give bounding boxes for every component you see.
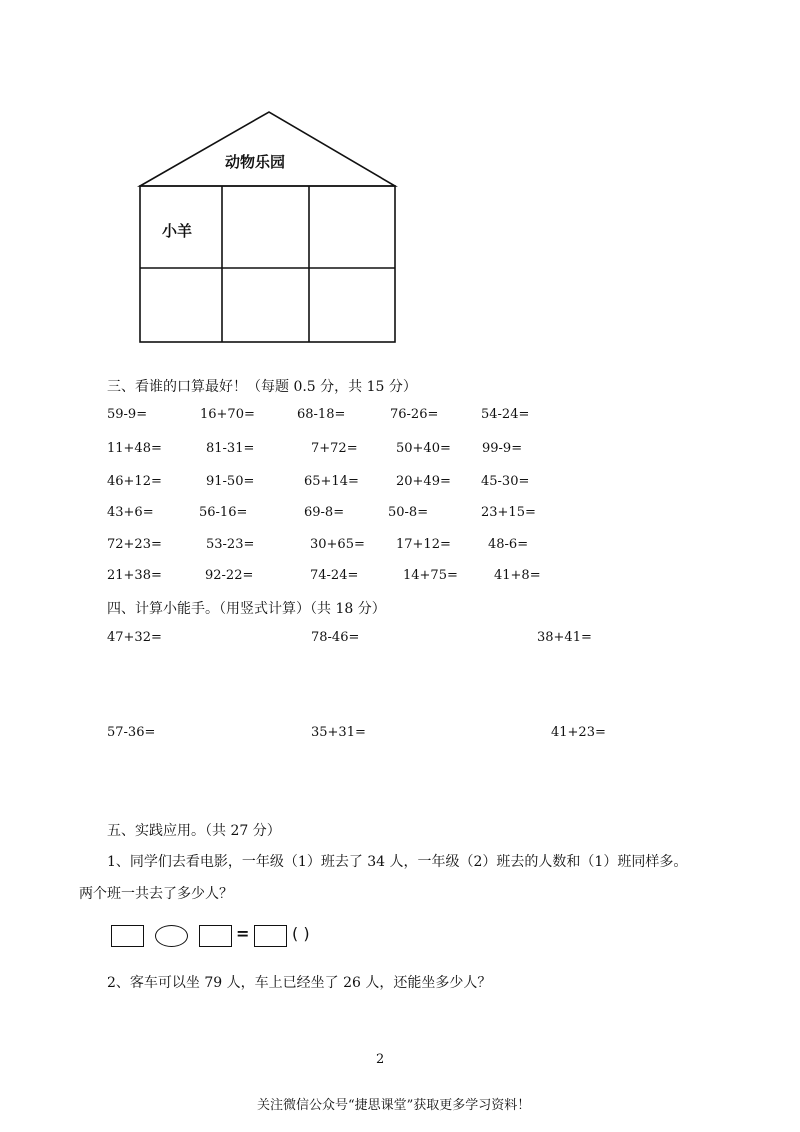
vertical-calc-problem: 57-36= — [107, 725, 156, 740]
mental-math-problem: 56-16= — [199, 505, 248, 520]
mental-math-problem: 50-8= — [388, 505, 429, 520]
mental-math-problem: 76-26= — [390, 407, 439, 422]
mental-math-problem: 99-9= — [482, 441, 523, 456]
vertical-calc-problem: 35+31= — [311, 725, 366, 740]
section4-heading: 四、计算小能手。（用竖式计算）（共 18 分） — [107, 601, 386, 617]
mental-math-problem: 65+14= — [304, 474, 359, 489]
operator-oval[interactable] — [155, 925, 188, 947]
mental-math-problem: 16+70= — [200, 407, 255, 422]
mental-math-problem: 46+12= — [107, 474, 162, 489]
animal-park-house — [0, 0, 800, 360]
mental-math-problem: 68-18= — [297, 407, 346, 422]
mental-math-problem: 53-23= — [206, 537, 255, 552]
house-cell-label: 小羊 — [162, 222, 193, 240]
mental-math-problem: 48-6= — [488, 537, 529, 552]
mental-math-problem: 54-24= — [481, 407, 530, 422]
mental-math-problem: 14+75= — [403, 568, 458, 583]
mental-math-problem: 11+48= — [107, 441, 162, 456]
mental-math-problem: 23+15= — [481, 505, 536, 520]
mental-math-problem: 92-22= — [205, 568, 254, 583]
house-roof — [140, 112, 395, 186]
page-number: 2 — [376, 1052, 385, 1067]
section3-heading: 三、看谁的口算最好！（每题 0.5 分，共 15 分） — [107, 379, 417, 395]
equals-sign: = — [236, 924, 250, 943]
mental-math-problem: 59-9= — [107, 407, 148, 422]
mental-math-problem: 50+40= — [396, 441, 451, 456]
question2-text: 2、客车可以坐 79 人，车上已经坐了 26 人，还能坐多少人？ — [107, 975, 492, 991]
mental-math-problem: 30+65= — [310, 537, 365, 552]
mental-math-problem: 7+72= — [311, 441, 358, 456]
question1-text: 1、同学们去看电影，一年级（1）班去了 34 人，一年级（2）班去的人数和（1）班同样多。 — [107, 854, 688, 870]
house-body — [140, 186, 395, 342]
mental-math-problem: 45-30= — [481, 474, 530, 489]
footer-note: 关注微信公众号“捷思课堂”获取更多学习资料！ — [257, 1098, 531, 1113]
mental-math-problem: 72+23= — [107, 537, 162, 552]
mental-math-problem: 74-24= — [310, 568, 359, 583]
mental-math-problem: 41+8= — [494, 568, 541, 583]
mental-math-problem: 17+12= — [396, 537, 451, 552]
house-title: 动物乐园 — [225, 153, 286, 171]
answer-box[interactable] — [199, 925, 232, 947]
unit-parentheses[interactable]: ( ) — [292, 924, 310, 943]
result-box[interactable] — [254, 925, 287, 947]
question1-text-continued: 两个班一共去了多少人？ — [79, 886, 233, 902]
vertical-calc-problem: 78-46= — [311, 630, 360, 645]
mental-math-problem: 91-50= — [206, 474, 255, 489]
mental-math-problem: 20+49= — [396, 474, 451, 489]
mental-math-problem: 43+6= — [107, 505, 154, 520]
vertical-calc-problem: 47+32= — [107, 630, 162, 645]
vertical-calc-problem: 41+23= — [551, 725, 606, 740]
mental-math-problem: 21+38= — [107, 568, 162, 583]
mental-math-problem: 81-31= — [206, 441, 255, 456]
answer-box[interactable] — [111, 925, 144, 947]
section5-heading: 五、实践应用。（共 27 分） — [107, 823, 281, 839]
mental-math-problem: 69-8= — [304, 505, 345, 520]
vertical-calc-problem: 38+41= — [537, 630, 592, 645]
